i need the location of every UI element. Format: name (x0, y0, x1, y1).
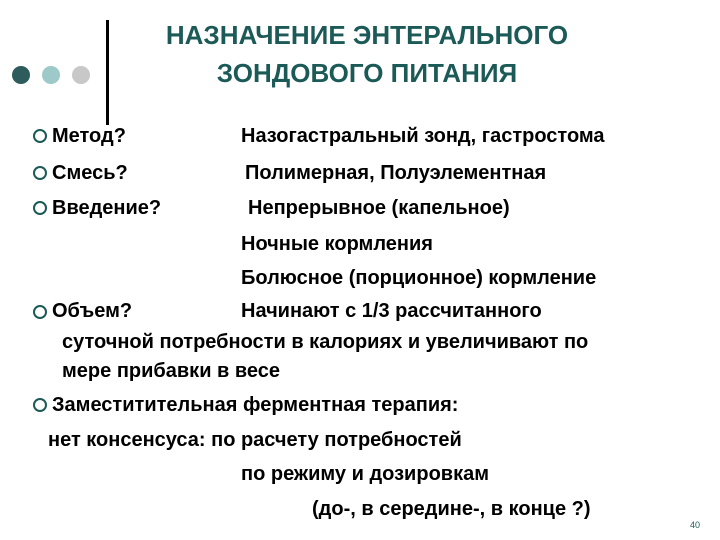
title-separator-line (106, 20, 109, 125)
bullet-icon (33, 166, 47, 180)
title-line-2: ЗОНДОВОГО ПИТАНИЯ (216, 58, 518, 88)
intro-value: Непрерывное (капельное) (248, 197, 510, 219)
enzyme-line-3: по режиму и дозировкам (241, 463, 490, 485)
decor-dot-dark (12, 66, 30, 84)
bullet-icon (33, 305, 47, 319)
method-label: Метод? (52, 125, 126, 147)
slide-title (112, 16, 622, 92)
intro-value-2: Ночные кормления (241, 233, 433, 255)
volume-value: Начинают с 1/3 рассчитанного (241, 300, 542, 322)
bullet-icon (33, 398, 47, 412)
volume-line-3: мере прибавки в весе (62, 360, 281, 382)
title-line-1: НАЗНАЧЕНИЕ ЭНТЕРАЛЬНОГО (165, 20, 569, 50)
intro-label: Введение? (52, 197, 162, 219)
page-number: 40 (690, 520, 701, 530)
volume-label: Объем? (52, 300, 133, 322)
enzyme-line-4: (до-, в середине-, в конце ?) (312, 498, 591, 520)
bullet-icon (33, 129, 47, 143)
mix-value: Полимерная, Полуэлементная (245, 162, 547, 184)
mix-label: Смесь? (52, 162, 128, 184)
enzyme-line-2: нет консенсуса: по расчету потребностей (48, 429, 462, 451)
volume-line-2: суточной потребности в калориях и увеличивают по (62, 331, 589, 353)
decor-dot-gray (72, 66, 90, 84)
bullet-icon (33, 201, 47, 215)
intro-value-3: Болюсное (порционное) кормление (241, 267, 597, 289)
decor-dot-teal (42, 66, 60, 84)
method-value: Назогастральный зонд, гастростома (241, 125, 605, 147)
enzyme-label: Заместитительная ферментная терапия: (52, 394, 459, 416)
